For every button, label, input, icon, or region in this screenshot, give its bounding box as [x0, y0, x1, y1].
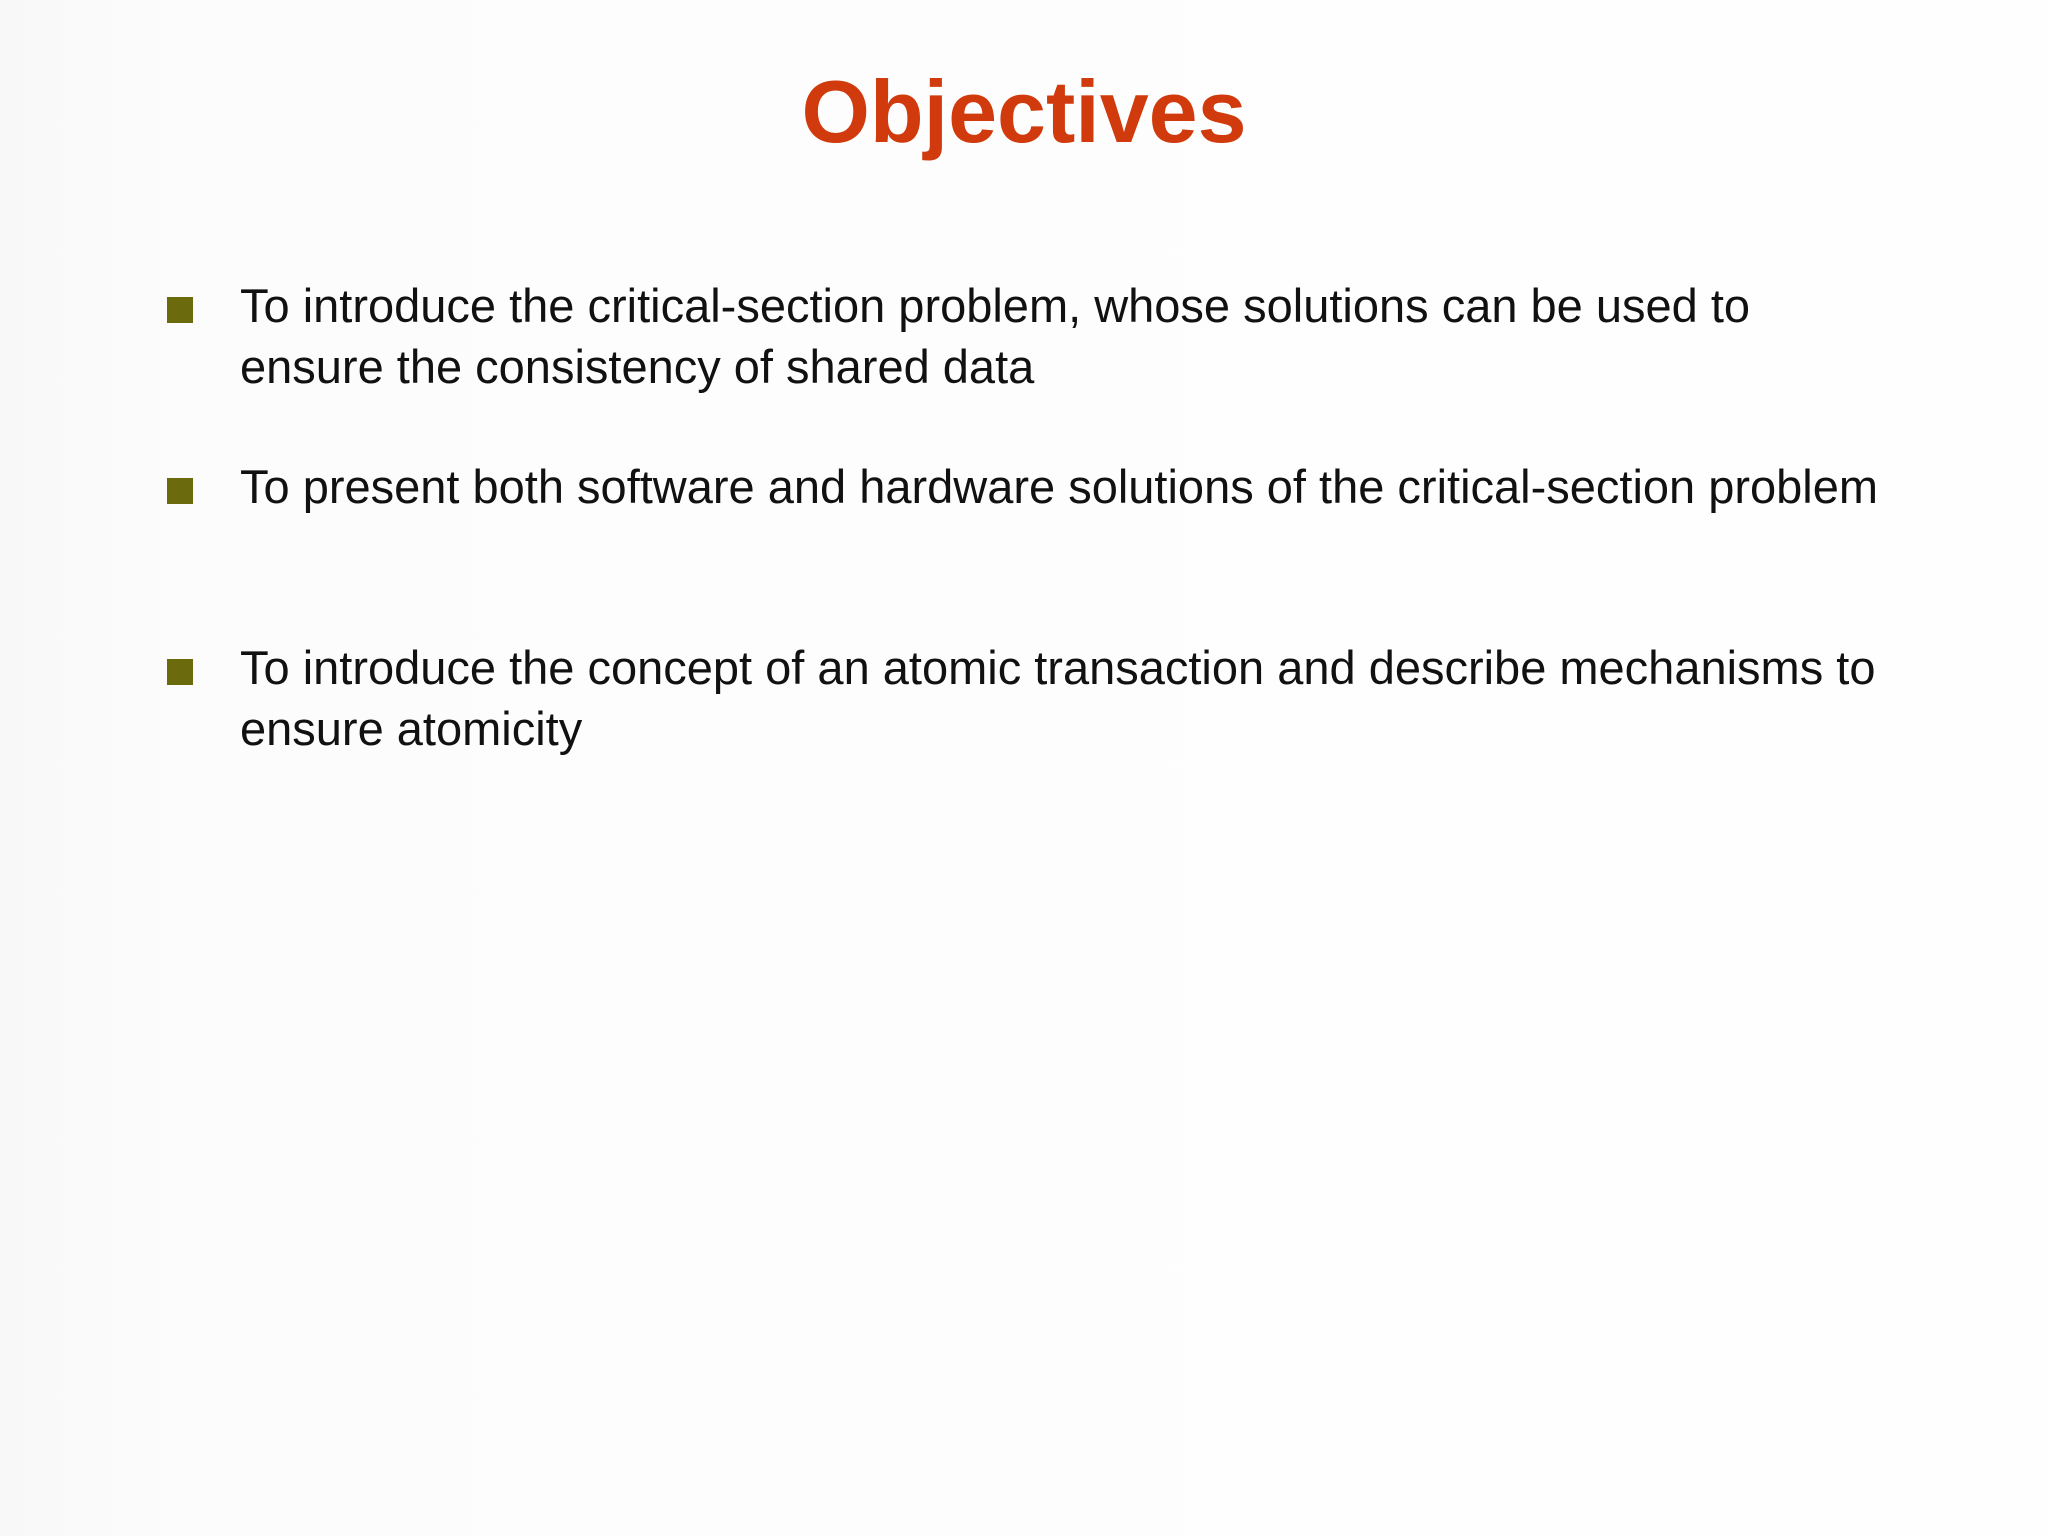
square-bullet-icon [167, 297, 193, 323]
bullet-text: To introduce the concept of an atomic transaction and describe mechanisms to ensure atomicity [240, 641, 1876, 755]
list-item [0, 456, 2048, 637]
square-bullet-icon [167, 659, 193, 685]
list-item [0, 275, 2048, 456]
objectives-list [0, 275, 2048, 818]
list-item [0, 637, 2048, 818]
bullet-text: To present both software and hardware solutions of the critical-section problem [240, 460, 1879, 513]
bullet-text: To introduce the critical-section problem, whose solutions can be used to ensure the consistency of shared data [240, 279, 1751, 393]
slide-title: Objectives [801, 62, 1247, 161]
square-bullet-icon [167, 478, 193, 504]
